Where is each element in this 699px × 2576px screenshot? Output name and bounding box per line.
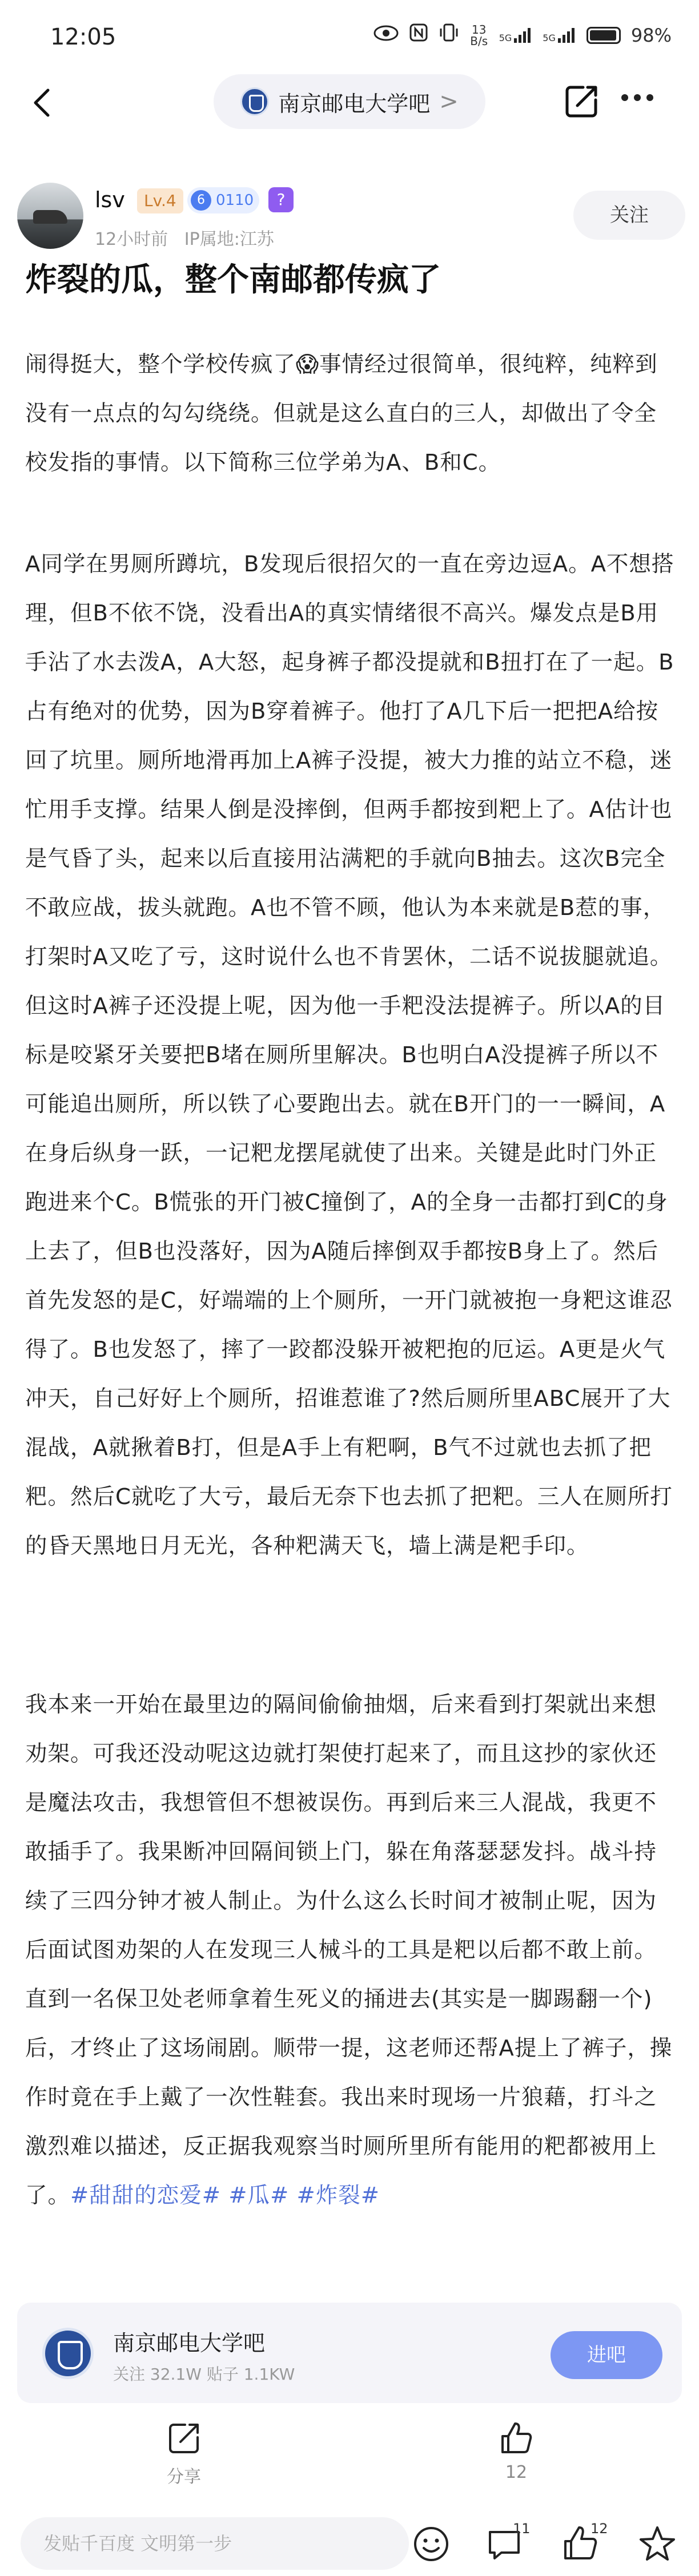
like-count-bottom: 12 <box>590 2521 608 2537</box>
like-count: 12 <box>505 2462 528 2482</box>
status-icons <box>373 23 672 47</box>
comment-icon[interactable] <box>484 2521 531 2566</box>
post-paragraph-1: 闹得挺大，整个学校传疯了😱事情经过很简单，很纯粹，纯粹到没有一点点的勾勾绕绕。但就是这么直白的三人，却做出了令全校发指的事情。以下简称三位学弟为A、B和C。 <box>25 352 658 475</box>
medal-icon: 6 <box>191 190 211 211</box>
share-icon[interactable] <box>563 83 600 120</box>
vibrate-icon <box>439 23 459 47</box>
bottom-bar <box>0 2517 699 2576</box>
medal-badge <box>187 187 259 213</box>
forum-name-pill[interactable] <box>214 74 485 129</box>
like-action[interactable] <box>459 2420 573 2482</box>
comment-input[interactable]: 发贴千百度 文明第一步 <box>21 2517 409 2570</box>
avatar[interactable] <box>17 183 83 249</box>
status-time: 12:05 <box>50 24 116 50</box>
emoji-icon[interactable] <box>411 2524 451 2566</box>
post-actions <box>0 2420 699 2523</box>
share-action-icon <box>166 2420 202 2457</box>
author-name[interactable]: lsv <box>95 187 125 212</box>
forum-card-stats: 关注 32.1W 贴子 1.1KW <box>113 2365 295 2384</box>
share-label: 分享 <box>167 2467 201 2487</box>
eye-icon <box>373 24 399 47</box>
like-action-icon <box>498 2420 535 2457</box>
post-paragraph-3 <box>25 1680 676 2220</box>
post-paragraph-2: A同学在男厕所蹲坑，B发现后很招欠的一直在旁边逗A。A不想搭理，但B不依不饶，没看出A的真实情绪很不高兴。爆发点是B用手沾了水去泼A，A大怒，起身裤子都没提就和B扭打在了一起。B占有绝对的优势，因为B穿着裤子。他打了A几下后一把把A给按回了坑里。厕所地滑再加上A裤子没提，被大力推的站立不稳，迷忙用手支撑。结果人倒是没摔倒，但两手都按到粑上了。A估计也是气昏了头，起来以后直接用沾满粑的手就向B抽去。这次B完全不敢应战，拔头就跑。A也不管不顾，他认为本来就是B惹的事，打架时A又吃了亏，这时说什么也不肯罢休，二话不说拔腿就追。但这时A裤子还没提上呢，因为他一手粑没法提裤子。所以A的目标是咬紧牙关要把B堵在厕所里解决。B也明白A没提裤子所以不可能追出厕所，所以铁了心要跑出去。就在B开门的一一瞬间，A在身后纵身一跃，一记粑龙摆尾就使了出来。关键是此时门外正跑进来个C。B慌张的开门被C撞倒了，A的全身一击都打到C的身上去了，但B也没落好，因为A随后摔倒双手都按B身上了。然后首先发怒的是C，好端端的上个厕所，一开门就被抱一身粑这谁忍得了。B也发怒了，摔了一跤都没躲开被粑抱的厄运。A更是火气冲天，自己好好上个厕所，招谁惹谁了?然后厕所里ABC展开了大混战，A就揪着B打，但是A手上有粑啊，B气不过就也去抓了把粑。然后C就吃了大亏，最后无奈下也去抓了把粑。三人在厕所打的昏天黑地日月无光，各种粑满天飞，墙上满是粑手印。 <box>25 551 674 1559</box>
post-meta <box>95 225 274 250</box>
nfc-icon <box>409 23 428 47</box>
enter-forum-button[interactable]: 进吧 <box>551 2331 662 2379</box>
level-badge: Lv.4 <box>137 188 183 213</box>
comment-count: 11 <box>513 2521 531 2537</box>
post-paragraph-3-text: 我本来一开始在最里边的隔间偷偷抽烟，后来看到打架就出来想劝架。可我还没动呢这边就打架使打起来了，而且这抄的家伙还是魔法攻击，我想管但不想被误伤。再到后来三人混战，我更不敢插手了。我果断冲回隔间锁上门，躲在角落瑟瑟发抖。战斗持续了三四分钟才被人制止。为什么这么长时间才被制止呢，因为后面试图劝架的人在发现三人械斗的工具是粑以后都不敢上前。直到一名保卫处老师拿着生死义的捅进去(其实是一脚踢翻一个)后，才终止了这场闹剧。顺带一提，这老师还帮A提上了裤子，操作时竟在手上戴了一次性鞋套。我出来时现场一片狼藉，打斗之激烈难以描述，反正据我观察当时厕所里所有能用的粑都被用上了。 <box>25 1692 673 2208</box>
star-icon[interactable] <box>637 2524 677 2566</box>
forum-card-logo-icon <box>42 2328 94 2379</box>
follow-button[interactable]: 关注 <box>573 191 685 240</box>
question-badge-icon: ? <box>268 187 294 212</box>
author-row <box>17 183 685 257</box>
battery-level: 98% <box>630 24 672 46</box>
battery-icon <box>586 27 621 44</box>
medal-number: 0110 <box>216 192 254 209</box>
forum-logo-icon <box>240 87 269 116</box>
like-icon[interactable] <box>561 2521 608 2566</box>
share-action[interactable] <box>127 2420 241 2488</box>
signal-icon-1: 5G <box>499 27 533 44</box>
net-speed: 13 B/s <box>470 22 488 48</box>
ip-location: IP属地:江苏 <box>184 229 274 249</box>
back-icon[interactable] <box>26 86 61 120</box>
status-bar <box>0 0 699 74</box>
signal-icon-2: 5G <box>543 27 576 44</box>
chevron-right-icon: > <box>439 88 459 115</box>
more-icon[interactable] <box>621 94 653 101</box>
post-time: 12小时前 <box>95 229 168 249</box>
post-title: 炸裂的瓜，整个南邮都传疯了 <box>25 261 441 299</box>
forum-card-name: 南京邮电大学吧 <box>113 2331 266 2356</box>
forum-card[interactable] <box>17 2303 682 2403</box>
forum-name: 南京邮电大学吧 <box>278 91 431 116</box>
hashtags[interactable]: #甜甜的恋爱# #瓜# #炸裂# <box>70 2183 380 2208</box>
